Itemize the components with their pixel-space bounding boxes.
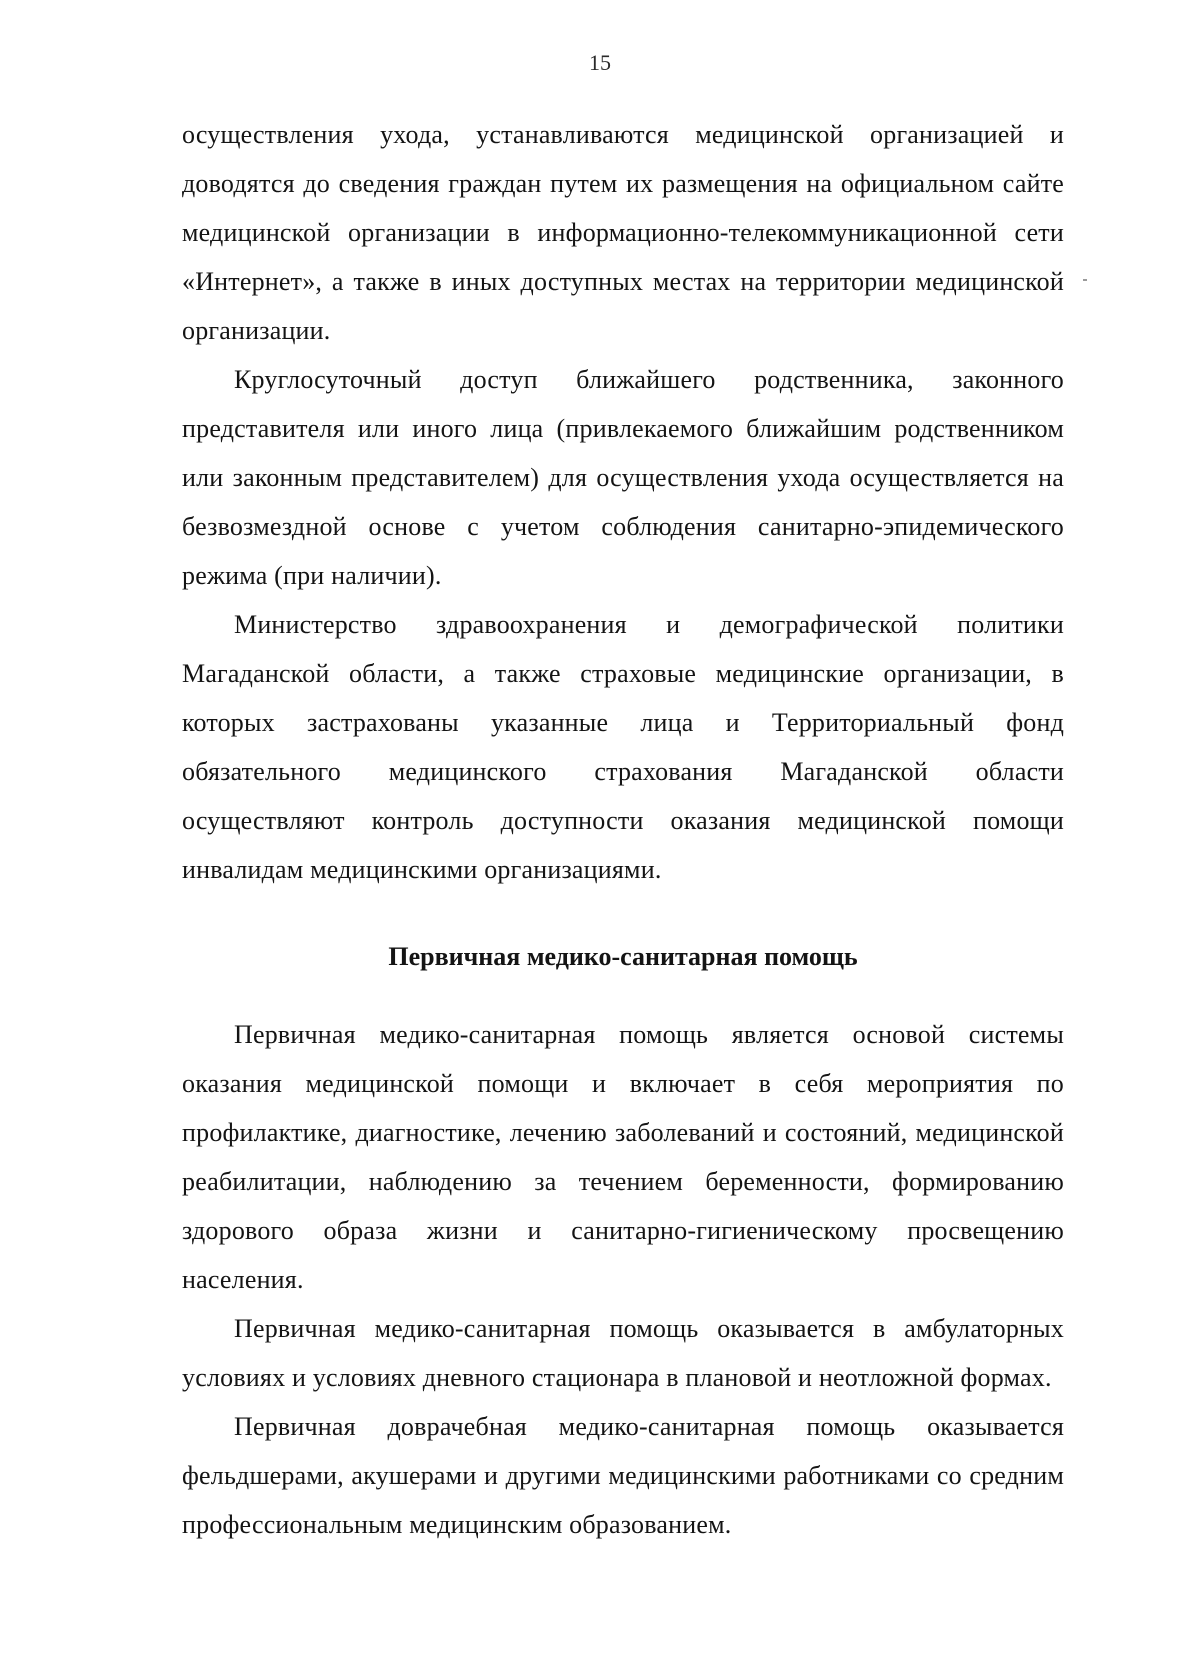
paragraph-ministry-control: Министерство здравоохранения и демографической политики Магаданской области, а также страховые медицинские организации, в которых застрахованы указанные лица и Территориальный фонд обязательного медицинского страхования Магаданской области осуществляют контроль доступности оказания медицинской помощи инвалидам медицинскими организациями. xyxy=(182,610,1064,884)
paragraph-primary-care-basis: Первичная медико-санитарная помощь является основой системы оказания медицинской помощи и включает в себя мероприятия по профилактике, диагностике, лечению заболеваний и состояний, медицинской реабилитации, наблюдению за течением беременности, формированию здорового образа жизни и санитарно-гигиеническому просвещению населения. xyxy=(182,1020,1064,1294)
paragraph-care-continuation: осуществления ухода, устанавливаются медицинской организацией и доводятся до сведения граждан путем их размещения на официальном сайте медицинской организации в информационно-телекоммуникационной сети «Интернет», а также в иных доступных местах на территории медицинской организации. xyxy=(182,120,1064,345)
page-number: 15 xyxy=(589,50,611,75)
paragraph-primary-care-forms: Первичная медико-санитарная помощь оказывается в амбулаторных условиях и условиях дневного стационара в плановой и неотложной формах. xyxy=(182,1314,1064,1392)
paragraph-pre-medical-care: Первичная доврачебная медико-санитарная помощь оказывается фельдшерами, акушерами и другими медицинскими работниками со средним профессиональным медицинским образованием. xyxy=(182,1412,1064,1539)
paragraph-round-the-clock-access: Круглосуточный доступ ближайшего родственника, законного представителя или иного лица (привлекаемого ближайшим родственником или законным представителем) для осуществления ухода осуществляется на безвозмездной основе с учетом соблюдения санитарно-эпидемического режима (при наличии). xyxy=(182,365,1064,590)
scan-speck xyxy=(1083,279,1087,281)
document-body xyxy=(182,110,1064,1549)
section-heading: Первичная медико-санитарная помощь xyxy=(388,942,858,971)
